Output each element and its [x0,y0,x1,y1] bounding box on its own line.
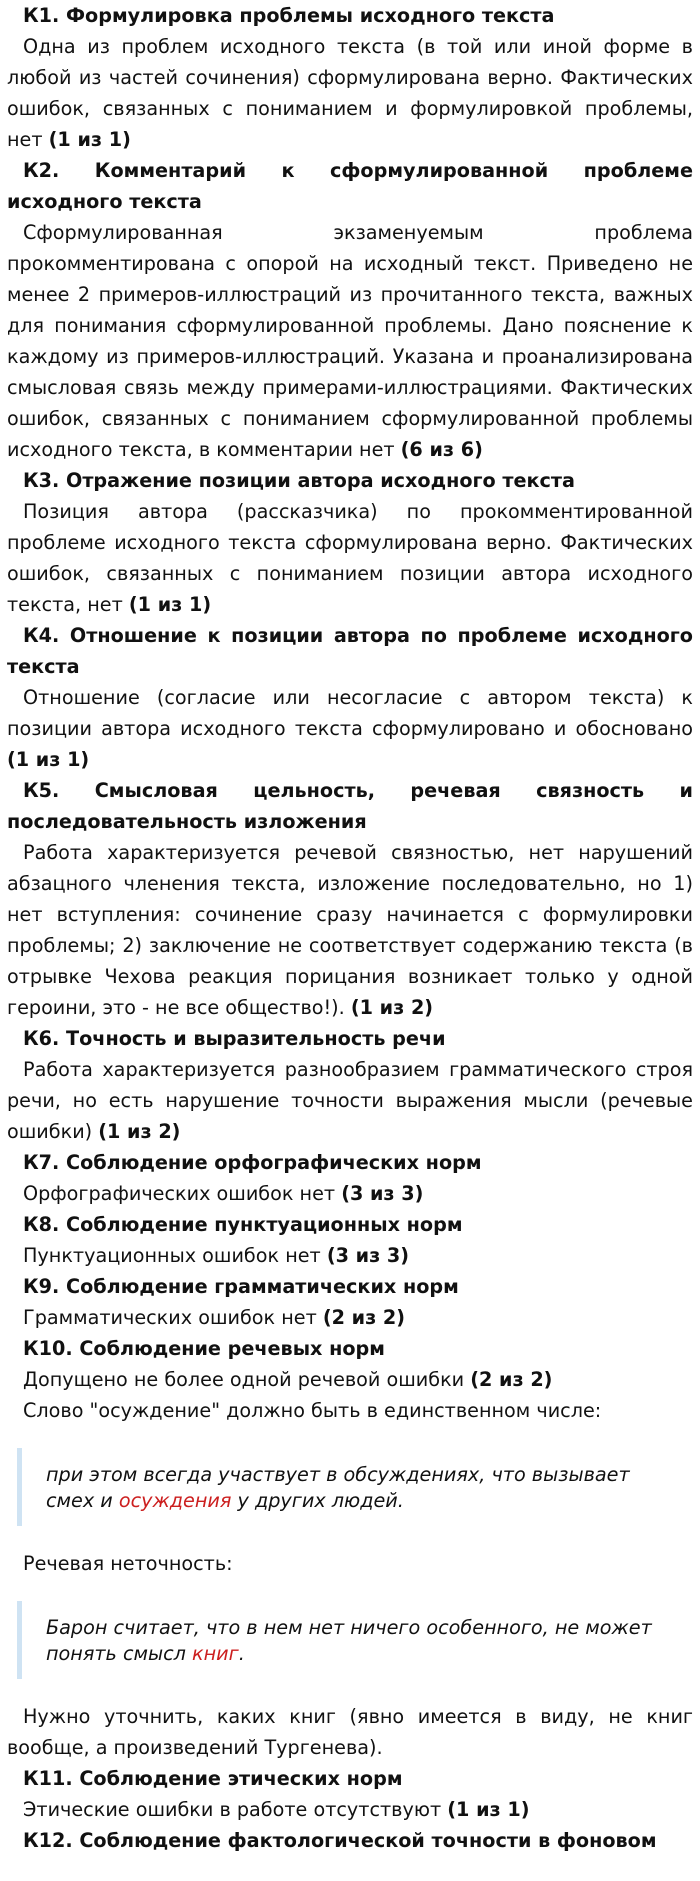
criterion-k4-score: (1 из 1) [7,748,90,771]
criterion-k1-text [7,31,693,155]
criterion-k8-score: (3 из 3) [326,1244,410,1267]
criterion-k8-body: Пунктуационных ошибок нет [23,1244,327,1267]
criterion-k11-title: К11. Соблюдение этических норм [23,1767,403,1790]
quote-1-text-before: при этом всегда участвует в обсуждениях, что вызывает смех и [46,1463,630,1512]
criterion-k10-text [7,1364,693,1395]
criterion-k8-title: К8. Соблюдение пунктуационных норм [23,1213,463,1236]
criterion-k12-title: К12. Соблюдение фактологической точности в фоновом [23,1829,657,1852]
criterion-k10-body: Допущено не более одной речевой ошибки [23,1368,471,1391]
criterion-k10-score: (2 из 2) [470,1368,553,1391]
criterion-k11-text [7,1794,693,1825]
criterion-k8-text [7,1240,693,1271]
criterion-k3-score: (1 из 1) [128,593,212,616]
criterion-k5-body: Работа характеризуется речевой связностью, нет нарушений абзацного членения текста, изложение последовательно, но 1) нет вступления: сочинение сразу начинается с формулировки проблемы; 2) заключение не соответствует содержанию текста (в отрывке Чехова реакция порицания возникает только у одной героини, это - не все общество!). [7,841,693,1019]
criterion-k3-title: К3. Отражение позиции автора исходного текста [23,469,575,492]
quote-1-error-word: осуждения [118,1489,232,1512]
criterion-k6-text [7,1054,693,1147]
criterion-k10-note-2: Речевая неточность: [23,1552,233,1575]
criterion-k3-text [7,496,693,620]
criterion-k1-body: Одна из проблем исходного текста (в той или иной форме в любой из частей сочинения) сформулирована верно. Фактических ошибок, связанных с пониманием и формулировкой проблемы, нет [7,35,693,151]
criterion-k9-score: (2 из 2) [322,1306,406,1329]
quote-2-text-before: Барон считает, что в нем нет ничего особенного, не может понять смысл [46,1616,652,1665]
criterion-k5-score: (1 из 2) [350,996,434,1019]
criterion-k1-title: К1. Формулировка проблемы исходного текста [23,4,555,27]
criterion-k2-score: (6 из 6) [400,438,483,461]
quote-block-2 [17,1601,693,1679]
criterion-k2-text [7,217,693,465]
quote-2-error-word: книг [192,1642,239,1665]
criterion-k7-text [7,1178,693,1209]
criterion-k10-note-3: Нужно уточнить, каких книг (явно имеется в виду, не книг вообще, а произведений Тургенева). [7,1705,693,1759]
criterion-k7-title: К7. Соблюдение орфографических норм [23,1151,482,1174]
criterion-k9-body: Грамматических ошибок нет [23,1306,323,1329]
criterion-k11-body: Этические ошибки в работе отсутствуют [23,1798,448,1821]
criterion-k9-text [7,1302,693,1333]
criterion-k5-title: К5. Смысловая цельность, речевая связность и последовательность изложения [7,779,693,833]
criterion-k10-title: К10. Соблюдение речевых норм [23,1337,385,1360]
criterion-k7-body: Орфографических ошибок нет [23,1182,342,1205]
criterion-k1-score: (1 из 1) [48,128,131,151]
criterion-k2-body: Сформулированная экзаменуемым проблема прокомментирована с опорой на исходный текст. Приведено не менее 2 примеров-иллюстраций из прочитанного текста, важных для понимания сформулированной проблемы. Дано пояснение к каждому из примеров-иллюстраций. Указана и проанализирована смысловая связь между примерами-иллюстрациями. Фактических ошибок, связанных с пониманием сформулированной проблемы исходного текста, в комментарии нет [7,221,693,461]
quote-2-text-after: . [238,1642,245,1665]
criterion-k2-title: К2. Комментарий к сформулированной проблеме исходного текста [7,159,693,213]
criterion-k4-body: Отношение (согласие или несогласие с автором текста) к позиции автора исходного текста сформулировано и обосновано [7,686,693,740]
criterion-k10-note-1: Слово "осуждение" должно быть в единственном числе: [23,1399,602,1422]
criterion-k7-score: (3 из 3) [341,1182,424,1205]
criterion-k11-score: (1 из 1) [447,1798,530,1821]
quote-1-text-after: у других людей. [231,1489,404,1512]
criterion-k5-text [7,837,693,1023]
criterion-k4-title: К4. Отношение к позиции автора по проблеме исходного текста [7,624,693,678]
criterion-k6-score: (1 из 2) [98,1120,181,1143]
criterion-k6-body: Работа характеризуется разнообразием грамматического строя речи, но есть нарушение точности выражения мысли (речевые ошибки) [7,1058,693,1143]
criterion-k3-body: Позиция автора (рассказчика) по прокомментированной проблеме исходного текста сформулирована верно. Фактических ошибок, связанных с пониманием позиции автора исходного текста, нет [7,500,693,616]
criterion-k9-title: К9. Соблюдение грамматических норм [23,1275,459,1298]
criterion-k6-title: К6. Точность и выразительность речи [23,1027,446,1050]
quote-block-1 [17,1448,693,1526]
criterion-k4-text [7,682,693,775]
